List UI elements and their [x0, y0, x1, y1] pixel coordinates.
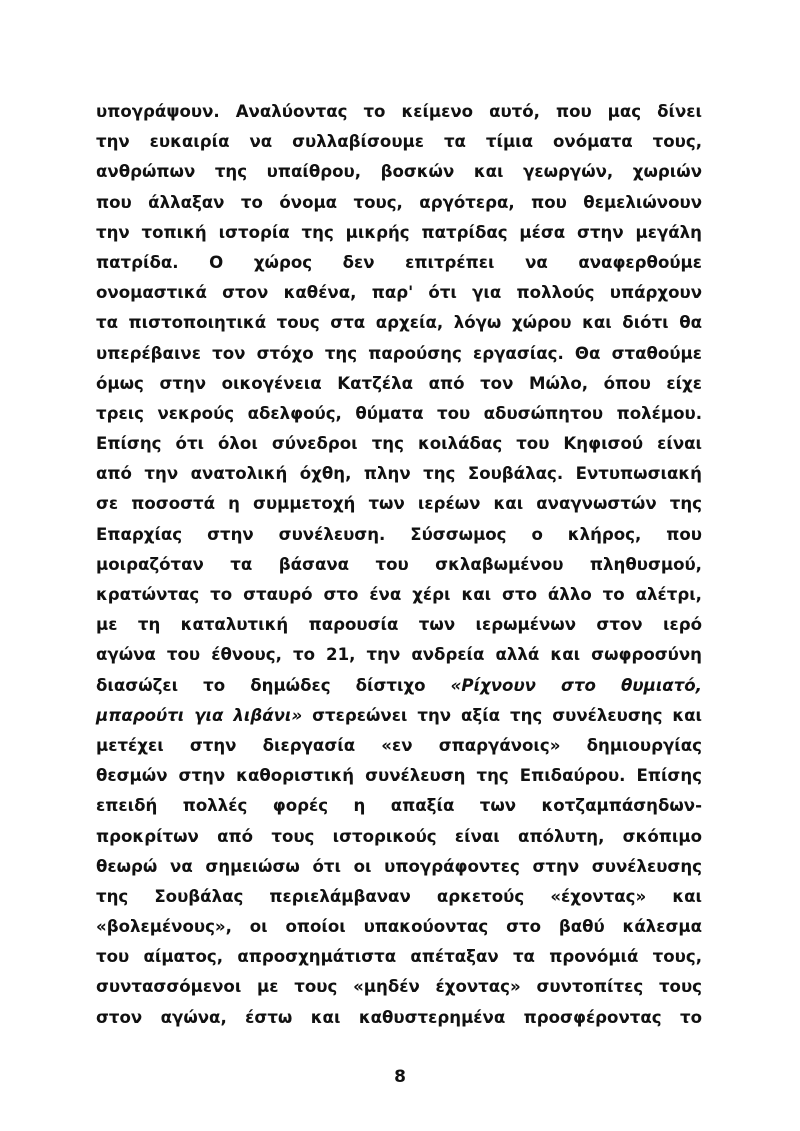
text-line: μοιραζόταν τα βάσανα του σκλαβωμένου πληθυσμού,: [96, 554, 702, 574]
text-line: αγώνα του έθνους, το 21, την ανδρεία αλλά και σωφροσύνη: [96, 645, 702, 665]
page-number: 8: [394, 1067, 406, 1087]
text-line: επειδή πολλές φορές η απαξία των κοτζαμπάσηδων-: [96, 796, 702, 816]
text-line: τα πιστοποιητικά τους στα αρχεία, λόγω χώρου και διότι θα: [96, 313, 702, 333]
text-line: ονομαστικά στον καθένα, παρ' ότι για πολλούς υπάρχουν: [96, 283, 702, 303]
text-line: Επίσης ότι όλοι σύνεδροι της κοιλάδας του Κηφισού είναι: [96, 434, 702, 454]
text-line: προκρίτων από τους ιστορικούς είναι απόλυτη, σκόπιμο: [96, 826, 702, 846]
text-line: κρατώντας το σταυρό στο ένα χέρι και στο άλλο το αλέτρι,: [96, 585, 702, 604]
text-line: από την ανατολική όχθη, πλην της Σουβάλας. Εντυπωσιακή: [96, 464, 702, 484]
text-line: τρεις νεκρούς αδελφούς, θύματα του αδυσώπητου πολέμου.: [96, 403, 702, 423]
text-line: θεωρώ να σημειώσω ότι οι υπογράφοντες στην συνέλευσης: [96, 856, 702, 876]
text-line: όμως στην οικογένεια Κατζέλα από τον Μώλο, όπου είχε: [96, 373, 702, 393]
text-line: του αίματος, απροσχημάτιστα απέταξαν τα προνόμιά τους,: [96, 947, 702, 967]
text-line: συντασσόμενοι με τους «μηδέν έχοντας» συντοπίτες τους: [96, 977, 702, 997]
text-line: Επαρχίας στην συνέλευση. Σύσσωμος ο κλήρος, που: [96, 524, 702, 544]
text-line: την τοπική ιστορία της μικρής πατρίδας μέσα στην μεγάλη: [96, 222, 702, 242]
text-line: υπερέβαινε τον στόχο της παρούσης εργασίας. Θα σταθούμε: [96, 343, 702, 363]
italic-quote: «Ρίχνουν στο θυμιατό,: [450, 675, 702, 695]
text-line: υπογράψουν. Αναλύοντας το κείμενο αυτό, που μας δίνει: [96, 102, 702, 121]
text-line: με τη καταλυτική παρουσία των ιερωμένων στον ιερό: [96, 615, 702, 635]
text-line: «βολεμένους», οι οποίοι υπακούοντας στο βαθύ κάλεσμα: [96, 917, 702, 937]
text-line: που άλλαξαν το όνομα τους, αργότερα, που θεμελιώνουν: [96, 192, 702, 212]
text-line: ανθρώπων της υπαίθρου, βοσκών και γεωργών, χωριών: [96, 162, 702, 182]
text-line-suffix: στερεώνει την αξία της συνέλευσης και: [302, 705, 703, 725]
italic-quote: μπαρούτι για λιβάνι»: [96, 705, 303, 725]
text-line: στον αγώνα, έστω και καθυστερημένα προσφέροντας το: [96, 1007, 702, 1027]
text-line: θεσμών στην καθοριστική συνέλευση της Επιδαύρου. Επίσης: [96, 766, 702, 786]
text-line: της Σουβάλας περιελάμβαναν αρκετούς «έχοντας» και: [96, 886, 702, 906]
text-line: μετέχει στην διεργασία «εν σπαργάνοις» δημιουργίας: [96, 735, 702, 755]
text-line-with-quote: [96, 671, 702, 701]
text-line: σε ποσοστά η συμμετοχή των ιερέων και αναγνωστών της: [96, 494, 702, 514]
text-line: την ευκαιρία να συλλαβίσουμε τα τίμια ονόματα τους,: [96, 132, 702, 152]
text-line-prefix: διασώζει το δημώδες δίστιχο: [96, 675, 451, 695]
text-line-with-quote: [96, 701, 702, 731]
text-line: πατρίδα. Ο χώρος δεν επιτρέπει να αναφερθούμε: [96, 252, 702, 272]
body-text: [96, 97, 702, 1033]
